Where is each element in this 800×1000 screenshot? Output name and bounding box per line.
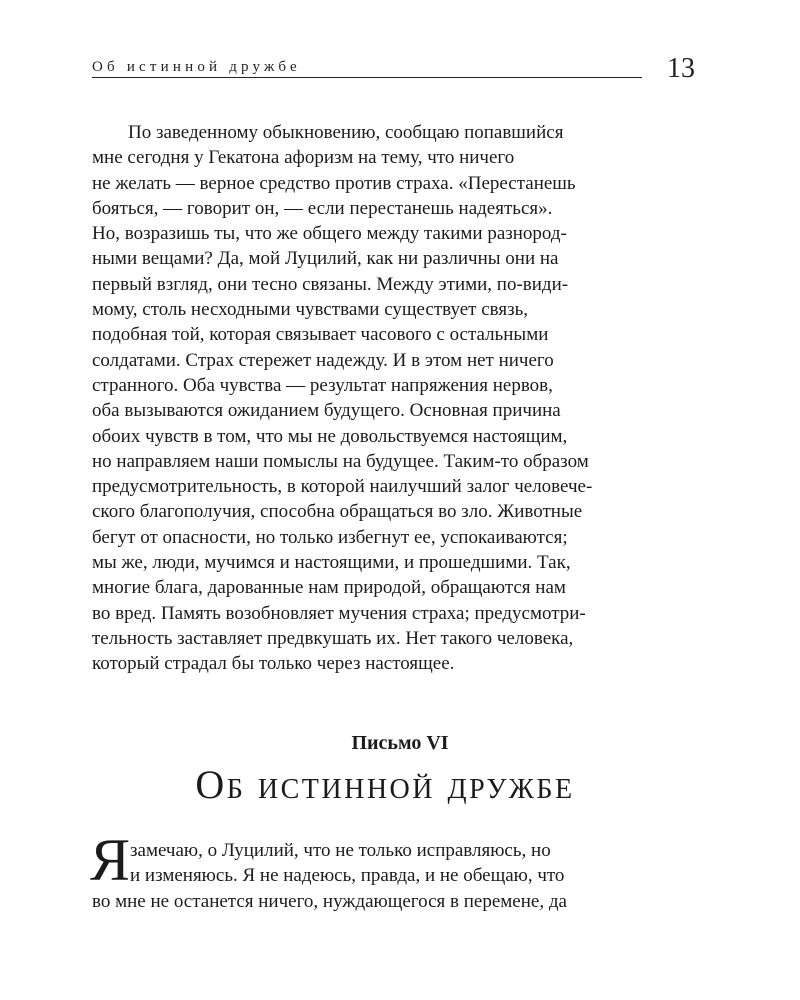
- paragraph-line: бегут от опасности, но только избегнут ее, успокаиваются;: [92, 526, 568, 548]
- paragraph-line: бояться, — говорит он, — если перестанешь надеяться».: [92, 197, 553, 219]
- paragraph-line: оба вызываются ожиданием будущего. Основная причина: [92, 400, 561, 422]
- paragraph-line: во вред. Память возобновляет мучения страха; предусмотри-: [92, 602, 586, 624]
- paragraph-line: первый взгляд, они тесно связаны. Между этими, по-види-: [92, 273, 569, 295]
- paragraph-line: многие блага, дарованные нам природой, обращаются нам: [92, 577, 566, 599]
- paragraph-line: обоих чувств в том, что мы не довольствуемся настоящим,: [92, 425, 568, 447]
- paragraph-line: солдатами. Страх стережет надежду. И в этом нет ничего: [92, 349, 554, 371]
- drop-cap-letter: Я: [90, 827, 131, 893]
- page-number: 13: [667, 53, 695, 84]
- paragraph-line: мне сегодня у Гекатона афоризм на тему, что ничего: [92, 147, 515, 169]
- opening-line: во мне не останется ничего, нуждающегося в перемене, да: [92, 890, 567, 912]
- chapter-title: Об истинной дружбе: [195, 762, 575, 807]
- paragraph-line: мы же, люди, мучимся и настоящими, и прошедшими. Так,: [92, 552, 571, 574]
- paragraph-line: подобная той, которая связывает часового с остальными: [92, 324, 549, 346]
- paragraph-line: мому, столь несходными чувствами существует связь,: [92, 299, 529, 321]
- letter-opening-paragraph: [92, 838, 672, 914]
- paragraph-line: но направляем наши помыслы на будущее. Таким-то образом: [92, 450, 589, 472]
- paragraph-line: ными вещами? Да, мой Луцилий, как ни различны они на: [92, 248, 559, 270]
- opening-line: замечаю, о Луцилий, что не только исправляюсь, но: [130, 840, 551, 861]
- paragraph-line: который страдал бы только через настоящее.: [92, 653, 455, 675]
- paragraph-line: не желать — верное средство против страха. «Перестанешь: [92, 172, 576, 194]
- letter-number-heading: Письмо VI: [351, 732, 449, 754]
- running-head-title: Об истинной дружбе: [92, 59, 301, 75]
- paragraph-line: тельность заставляет предвкушать их. Нет такого человека,: [92, 627, 574, 649]
- paragraph-line: ского благополучия, способна обращаться во зло. Животные: [92, 501, 583, 523]
- paragraph-line: По заведенному обыкновению, сообщаю попавшийся: [128, 122, 564, 143]
- previous-letter-paragraph: [92, 120, 672, 677]
- header-rule: [92, 77, 642, 78]
- paragraph-line: Но, возразишь ты, что же общего между такими разнород-: [92, 223, 567, 245]
- opening-line: и изменяюсь. Я не надеюсь, правда, и не обещаю, что: [130, 865, 565, 887]
- paragraph-line: предусмотрительность, в которой наилучший залог человече-: [92, 476, 593, 498]
- paragraph-line: странного. Оба чувства — результат напряжения нервов,: [92, 374, 553, 396]
